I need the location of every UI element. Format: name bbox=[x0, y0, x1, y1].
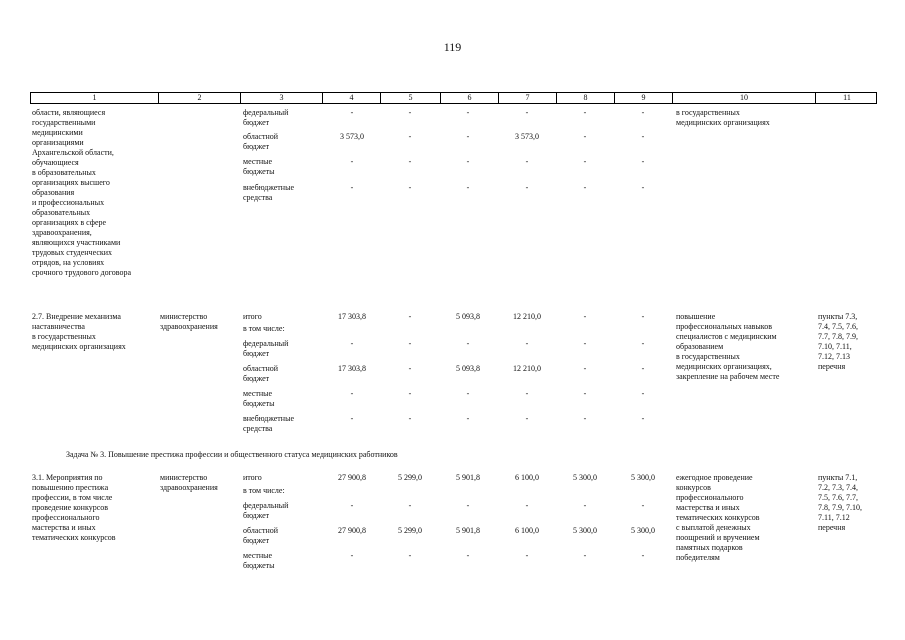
block2-cell: 5 093,8 bbox=[456, 364, 480, 373]
block3-row-label: областной бюджет bbox=[243, 526, 279, 545]
block3-cell: 5 300,0 bbox=[573, 526, 597, 535]
block3-row-label: местные бюджеты bbox=[243, 551, 275, 570]
block2-cell: - bbox=[525, 389, 529, 398]
block3-cell: - bbox=[466, 551, 470, 560]
block3-cell: - bbox=[583, 501, 587, 510]
block2-cell: - bbox=[641, 339, 645, 348]
block1-cell: - bbox=[641, 183, 645, 192]
block3-cell: 6 100,0 bbox=[515, 473, 539, 482]
block2-cell: 17 303,8 bbox=[338, 364, 366, 373]
block2-reference: пункты 7.3, 7.4, 7.5, 7.6, 7.7, 7.8, 7.9, 7.10, 7.11, 7.12, 7.13 перечня bbox=[818, 312, 858, 371]
block3-cell: 27 900,8 bbox=[338, 473, 366, 482]
block3-cell: 5 901,8 bbox=[456, 526, 480, 535]
block3-cell: - bbox=[525, 551, 529, 560]
task-heading: Задача № 3. Повышение престижа профессии и общественного статуса медицинских работников bbox=[66, 450, 398, 459]
block1-cell: - bbox=[641, 132, 645, 141]
block1-row-label: федеральный бюджет bbox=[243, 108, 289, 127]
block2-cell: - bbox=[583, 312, 587, 321]
block1-cell: - bbox=[350, 183, 354, 192]
block2-cell: - bbox=[408, 364, 412, 373]
block2-cell: 17 303,8 bbox=[338, 312, 366, 321]
block2-row-label: в том числе: bbox=[243, 324, 285, 333]
block1-cell: 3 573,0 bbox=[515, 132, 539, 141]
block2-cell: - bbox=[583, 339, 587, 348]
block3-description: 3.1. Мероприятия по повышению престижа профессии, в том числе проведение конкурсов профессионального мастерства и иных тематических конкурсов bbox=[32, 473, 116, 542]
block1-row-label: областной бюджет bbox=[243, 132, 279, 151]
block2-cell: - bbox=[408, 312, 412, 321]
block2-cell: - bbox=[466, 339, 470, 348]
column-header-9: 9 bbox=[615, 93, 673, 103]
block2-cell: - bbox=[350, 389, 354, 398]
block1-cell: - bbox=[583, 108, 587, 117]
block2-cell: - bbox=[641, 389, 645, 398]
column-header-3: 3 bbox=[241, 93, 323, 103]
block1-cell: - bbox=[525, 183, 529, 192]
block3-reference: пункты 7.1, 7.2, 7.3, 7.4, 7.5, 7.6, 7.7, 7.8, 7.9, 7.10, 7.11, 7.12 перечня bbox=[818, 473, 862, 532]
block3-row-label: федеральный бюджет bbox=[243, 501, 289, 520]
block1-cell: - bbox=[525, 157, 529, 166]
block1-result: в государственных медицинских организациях bbox=[676, 108, 770, 127]
block1-row-label: местные бюджеты bbox=[243, 157, 275, 176]
block3-cell: 27 900,8 bbox=[338, 526, 366, 535]
block3-row-label: в том числе: bbox=[243, 486, 285, 495]
block2-executor: министерство здравоохранения bbox=[160, 312, 218, 331]
block2-cell: - bbox=[350, 414, 354, 423]
block2-result: повышение профессиональных навыков специалистов с медицинским образованием в государственных медицинских организациях, закрепление на рабочем месте bbox=[676, 312, 780, 381]
block2-row-label: федеральный бюджет bbox=[243, 339, 289, 358]
block1-cell: - bbox=[408, 108, 412, 117]
column-header-7: 7 bbox=[499, 93, 557, 103]
column-header-8: 8 bbox=[557, 93, 615, 103]
block1-cell: 3 573,0 bbox=[340, 132, 364, 141]
block1-cell: - bbox=[583, 132, 587, 141]
block2-cell: - bbox=[350, 339, 354, 348]
block2-cell: - bbox=[641, 414, 645, 423]
block1-cell: - bbox=[583, 183, 587, 192]
column-header-6: 6 bbox=[441, 93, 499, 103]
page-number: 119 bbox=[443, 40, 462, 54]
block1-cell: - bbox=[641, 108, 645, 117]
block1-cell: - bbox=[466, 132, 470, 141]
column-header-4: 4 bbox=[323, 93, 381, 103]
block3-cell: 5 300,0 bbox=[631, 526, 655, 535]
block2-cell: - bbox=[641, 312, 645, 321]
column-header-11: 11 bbox=[843, 93, 851, 102]
column-header-2: 2 bbox=[159, 93, 241, 103]
block3-cell: - bbox=[583, 551, 587, 560]
block3-cell: - bbox=[408, 551, 412, 560]
column-header-10: 10 bbox=[673, 93, 816, 103]
block2-cell: - bbox=[583, 364, 587, 373]
block2-cell: - bbox=[525, 414, 529, 423]
block3-executor: министерство здравоохранения bbox=[160, 473, 218, 492]
block2-cell: - bbox=[408, 389, 412, 398]
block3-row-label: итого bbox=[243, 473, 262, 482]
block2-cell: 12 210,0 bbox=[513, 312, 541, 321]
block1-cell: - bbox=[466, 108, 470, 117]
block1-cell: - bbox=[408, 132, 412, 141]
block3-cell: - bbox=[350, 551, 354, 560]
block3-cell: 5 299,0 bbox=[398, 526, 422, 535]
block3-cell: 5 901,8 bbox=[456, 473, 480, 482]
block1-description: области, являющиеся государственными медицинскими организациями Архангельской области, обучающиеся в образовательных организациях высшего образования и профессиональных образовательных организациях в сфере здравоохранения, являющихся участниками трудовых студенческих отрядов, на условиях срочного трудового договора bbox=[32, 108, 132, 277]
block2-cell: - bbox=[583, 389, 587, 398]
block2-row-label: областной бюджет bbox=[243, 364, 279, 383]
block3-cell: - bbox=[525, 501, 529, 510]
block3-cell: - bbox=[408, 501, 412, 510]
block3-cell: 5 300,0 bbox=[573, 473, 597, 482]
block2-cell: - bbox=[408, 339, 412, 348]
block3-cell: 5 300,0 bbox=[631, 473, 655, 482]
block2-row-label: внебюджетные средства bbox=[243, 414, 294, 433]
block3-cell: - bbox=[466, 501, 470, 510]
block2-description: 2.7. Внедрение механизма наставничества в государственных медицинских организациях bbox=[32, 312, 126, 351]
block3-cell: - bbox=[350, 501, 354, 510]
block1-cell: - bbox=[466, 157, 470, 166]
block1-cell: - bbox=[408, 157, 412, 166]
block3-result: ежегодное проведение конкурсов профессионального мастерства и иных тематических конкурсов с выплатой денежных поощрений и вручением памятных подарков победителям bbox=[676, 473, 760, 562]
block3-cell: - bbox=[641, 551, 645, 560]
block1-cell: - bbox=[350, 157, 354, 166]
block1-cell: - bbox=[408, 183, 412, 192]
block2-row-label: местные бюджеты bbox=[243, 389, 275, 408]
block2-cell: - bbox=[525, 339, 529, 348]
block3-cell: 6 100,0 bbox=[515, 526, 539, 535]
block2-cell: - bbox=[641, 364, 645, 373]
block3-cell: 5 299,0 bbox=[398, 473, 422, 482]
block1-cell: - bbox=[583, 157, 587, 166]
block1-cell: - bbox=[350, 108, 354, 117]
block1-cell: - bbox=[466, 183, 470, 192]
block1-cell: - bbox=[525, 108, 529, 117]
block1-cell: - bbox=[641, 157, 645, 166]
block2-cell: - bbox=[408, 414, 412, 423]
block1-row-label: внебюджетные средства bbox=[243, 183, 294, 202]
block3-cell: - bbox=[641, 501, 645, 510]
block2-cell: - bbox=[466, 389, 470, 398]
block2-cell: - bbox=[583, 414, 587, 423]
block2-row-label: итого bbox=[243, 312, 262, 321]
column-header-1: 1 bbox=[31, 93, 159, 103]
table-header bbox=[30, 92, 877, 104]
block2-cell: 5 093,8 bbox=[456, 312, 480, 321]
column-header-5: 5 bbox=[381, 93, 441, 103]
block2-cell: 12 210,0 bbox=[513, 364, 541, 373]
block2-cell: - bbox=[466, 414, 470, 423]
